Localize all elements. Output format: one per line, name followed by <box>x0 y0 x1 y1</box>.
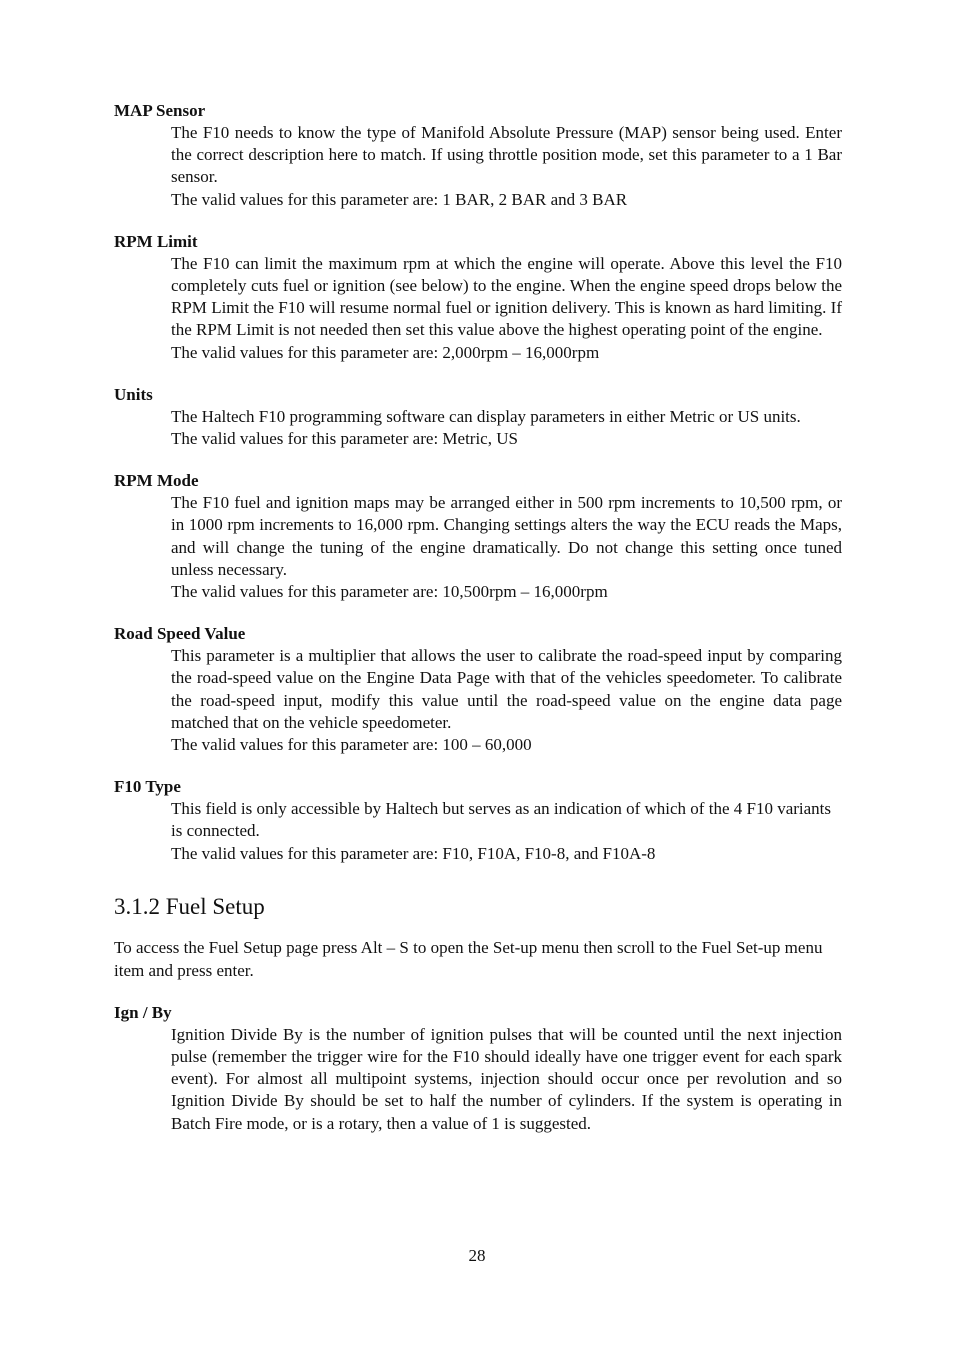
parameter-body <box>171 122 842 211</box>
parameter-description: This parameter is a multiplier that allows the user to calibrate the road-speed input by comparing the road-speed value on the Engine Data Page with that of the vehicles speedometer. To calibrate the road-speed input, modify this value until the road-speed value on the engine data page matched that on the vehicle speedometer. <box>171 646 842 732</box>
parameter-body <box>171 1024 842 1135</box>
parameter-f10-type <box>114 776 842 865</box>
parameter-road-speed-value <box>114 623 842 756</box>
section-intro: To access the Fuel Setup page press Alt – S to open the Set-up menu then scroll to the Fuel Set-up menu item and press enter. <box>114 937 823 980</box>
parameter-description: The F10 needs to know the type of Manifold Absolute Pressure (MAP) sensor being used. Enter the correct description here to match. If using throttle position mode, set this parameter to a 1 Bar sensor. <box>171 123 842 187</box>
parameter-description: This field is only accessible by Haltech but serves as an indication of which of the 4 F10 variants is connected. <box>171 799 832 841</box>
parameter-title: Road Speed Value <box>114 624 246 644</box>
parameter-description: The Haltech F10 programming software can display parameters in either Metric or US units. <box>171 406 801 426</box>
parameter-description: The F10 fuel and ignition maps may be arranged either in 500 rpm increments to 10,500 rpm, or in 1000 rpm increments to 16,000 rpm. Changing settings alters the way the ECU reads the Maps, and will change the tuning of the engine dramatically. Do not change this setting once tuned unless necessary. <box>171 493 842 579</box>
parameter-body <box>171 253 842 364</box>
parameter-units <box>114 384 842 450</box>
parameter-rpm-limit <box>114 231 842 364</box>
parameter-description: The F10 can limit the maximum rpm at which the engine will operate. Above this level the F10 completely cuts fuel or ignition (see below) to the engine. When the engine speed drops below the RPM Limit the F10 will resume normal fuel or ignition delivery. This is known as hard limiting. If the RPM Limit is not needed then set this value above the highest operating point of the engine. <box>171 253 842 340</box>
parameter-description: Ignition Divide By is the number of ignition pulses that will be counted until the next injection pulse (remember the trigger wire for the F10 should ideally have one trigger event for each spark event). For almost all multipoint systems, injection should occur once per revolution and so Ignition Divide By should be set to half the number of cylinders. If the system is operating in Batch Fire mode, or is a rotary, then a value of 1 is suggested. <box>171 1024 842 1133</box>
parameter-valid-values: The valid values for this parameter are: 1 BAR, 2 BAR and 3 BAR <box>171 189 628 209</box>
parameter-body <box>171 645 842 756</box>
parameter-valid-values: The valid values for this parameter are: 2,000rpm – 16,000rpm <box>171 342 600 362</box>
parameter-valid-values: The valid values for this parameter are: 10,500rpm – 16,000rpm <box>171 582 608 602</box>
parameter-title: Units <box>114 384 153 404</box>
parameter-map-sensor <box>114 100 842 211</box>
parameter-title: RPM Mode <box>114 471 199 491</box>
parameter-ign-by <box>114 1002 842 1135</box>
parameter-body <box>171 492 842 603</box>
parameter-valid-values: The valid values for this parameter are: 100 – 60,000 <box>171 735 532 755</box>
section-heading: 3.1.2 Fuel Setup <box>114 893 265 919</box>
parameter-title: F10 Type <box>114 777 181 797</box>
parameter-valid-values: The valid values for this parameter are: F10, F10A, F10-8, and F10A-8 <box>171 843 656 863</box>
parameter-valid-values: The valid values for this parameter are: Metric, US <box>171 429 518 449</box>
parameter-body <box>171 798 842 865</box>
parameter-rpm-mode <box>114 470 842 603</box>
parameter-title: Ign / By <box>114 1002 172 1022</box>
parameter-title: RPM Limit <box>114 231 198 251</box>
page-content <box>114 100 842 1155</box>
parameter-title: MAP Sensor <box>114 101 206 120</box>
page-number: 28 <box>468 1246 486 1265</box>
parameter-body <box>171 406 842 450</box>
